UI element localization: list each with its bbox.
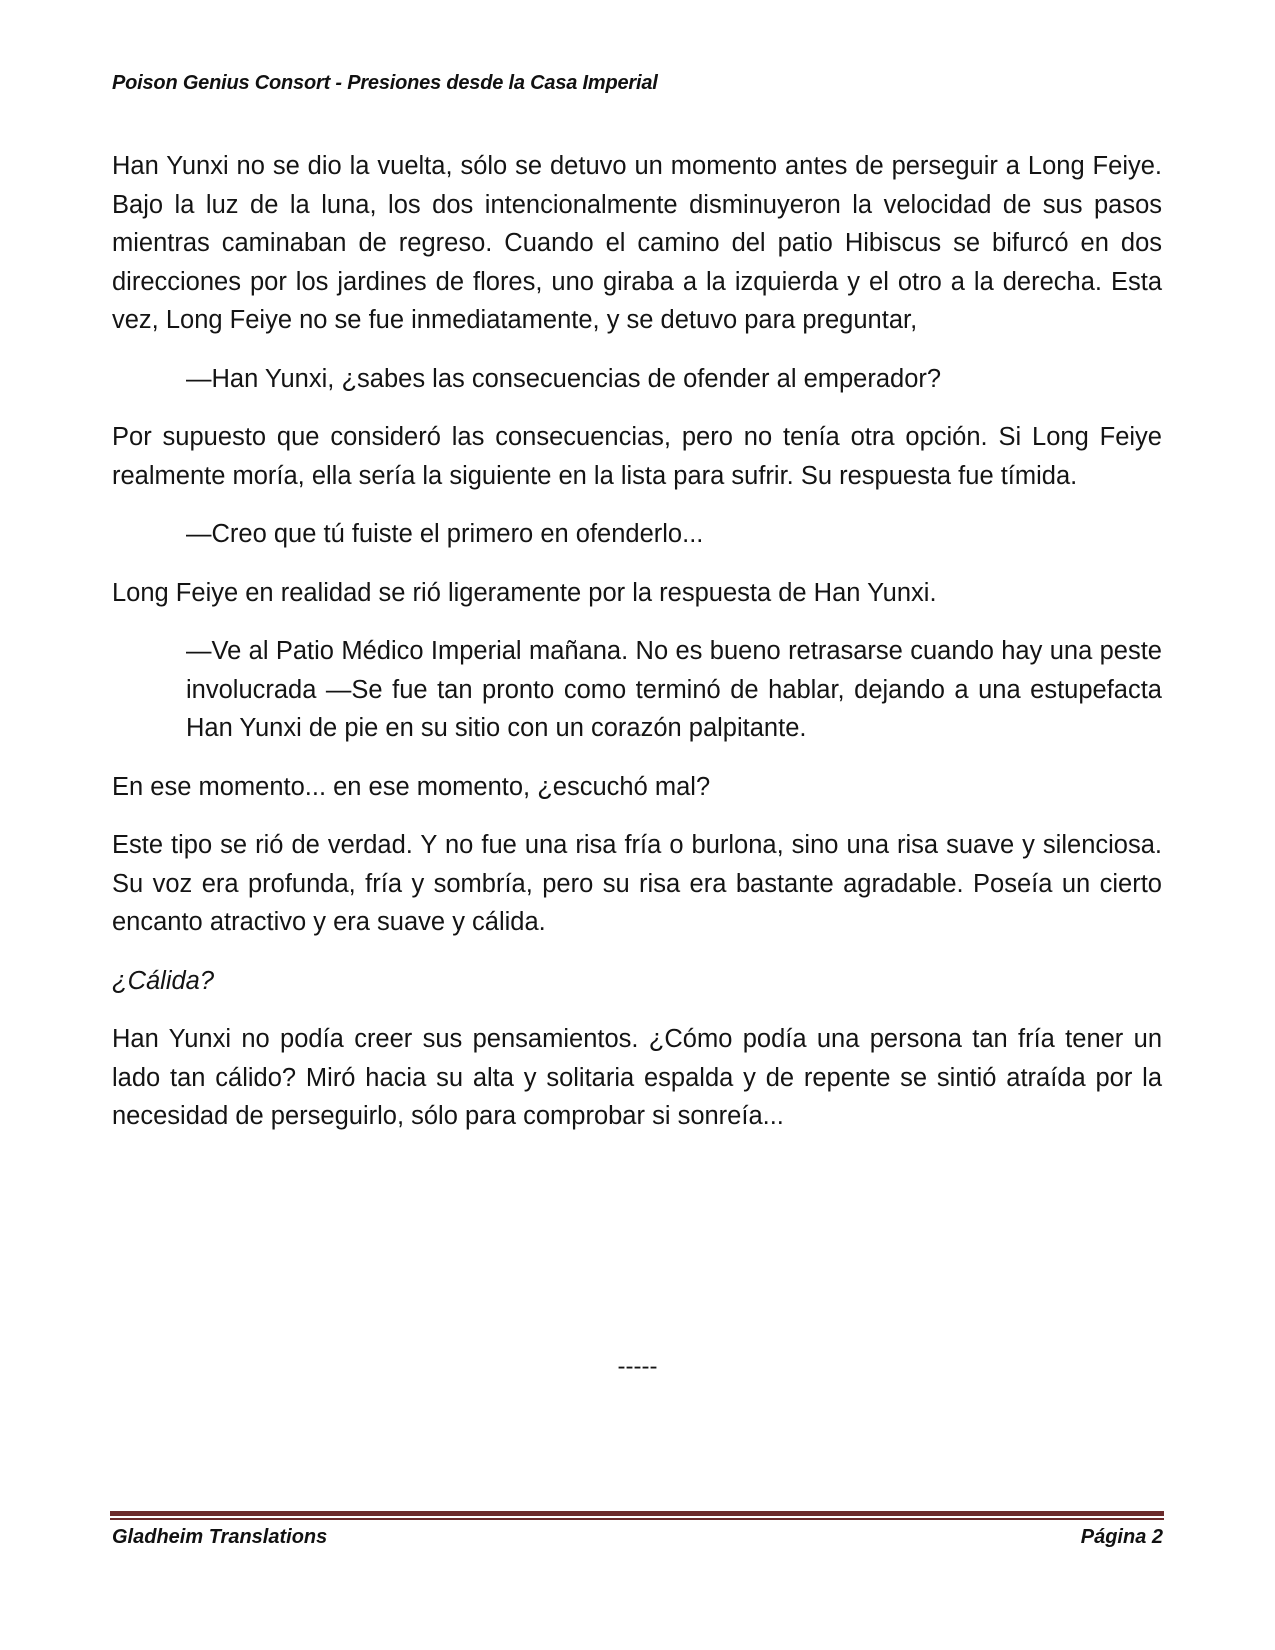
dialogue-line-3: —Ve al Patio Médico Imperial mañana. No es bueno retrasarse cuando hay una peste involucrada —Se fue tan pronto como terminó de hablar, dejando a una estupefacta Han Yunxi de pie en su sitio con un corazón palpitante. xyxy=(186,637,1162,742)
paragraph-3: Long Feiye en realidad se rió ligeramente por la respuesta de Han Yunxi. xyxy=(112,578,937,607)
dialogue-line-2: —Creo que tú fuiste el primero en ofenderlo... xyxy=(186,520,704,548)
paragraph-4: En ese momento... en ese momento, ¿escuchó mal? xyxy=(112,772,711,801)
paragraph-6: Han Yunxi no podía creer sus pensamientos. ¿Cómo podía una persona tan fría tener un lado tan cálido? Miró hacia su alta y solitaria espalda y de repente se sintió atraída por la necesidad de perseguirlo, sólo para comprobar si sonreía... xyxy=(112,1025,1162,1130)
paragraph-1: Han Yunxi no se dio la vuelta, sólo se detuvo un momento antes de perseguir a Long Feiye. Bajo la luz de la luna, los dos intencionalmente disminuyeron la velocidad de sus pasos mientras caminaban de regreso. Cuando el camino del patio Hibiscus se bifurcó en dos direcciones por los jardines de flores, uno giraba a la izquierda y el otro a la derecha. Esta vez, Long Feiye no se fue inmediatamente, y se detuvo para preguntar, xyxy=(112,152,1162,334)
section-separator: ----- xyxy=(617,1353,658,1380)
document-body xyxy=(112,147,1162,1156)
paragraph-2: Por supuesto que consideró las consecuencias, pero no tenía otra opción. Si Long Feiye realmente moría, ella sería la siguiente en la lista para sufrir. Su respuesta fue tímida. xyxy=(112,423,1162,490)
footer-page-number: Página 2 xyxy=(1080,1526,1163,1548)
footer-translator: Gladheim Translations xyxy=(112,1526,328,1548)
dialogue-line-1: —Han Yunxi, ¿sabes las consecuencias de ofender al emperador? xyxy=(186,364,942,393)
footer-divider xyxy=(110,1511,1164,1520)
italic-thought: ¿Cálida? xyxy=(112,966,215,995)
paragraph-5: Este tipo se rió de verdad. Y no fue una risa fría o burlona, sino una risa suave y silenciosa. Su voz era profunda, fría y sombría, pero su risa era bastante agradable. Poseía un cierto encanto atractivo y era suave y cálida. xyxy=(112,831,1162,936)
page-header-title: Poison Genius Consort - Presiones desde la Casa Imperial xyxy=(112,72,658,94)
footer-divider-thin xyxy=(110,1518,1164,1520)
footer-divider-thick xyxy=(110,1511,1164,1516)
